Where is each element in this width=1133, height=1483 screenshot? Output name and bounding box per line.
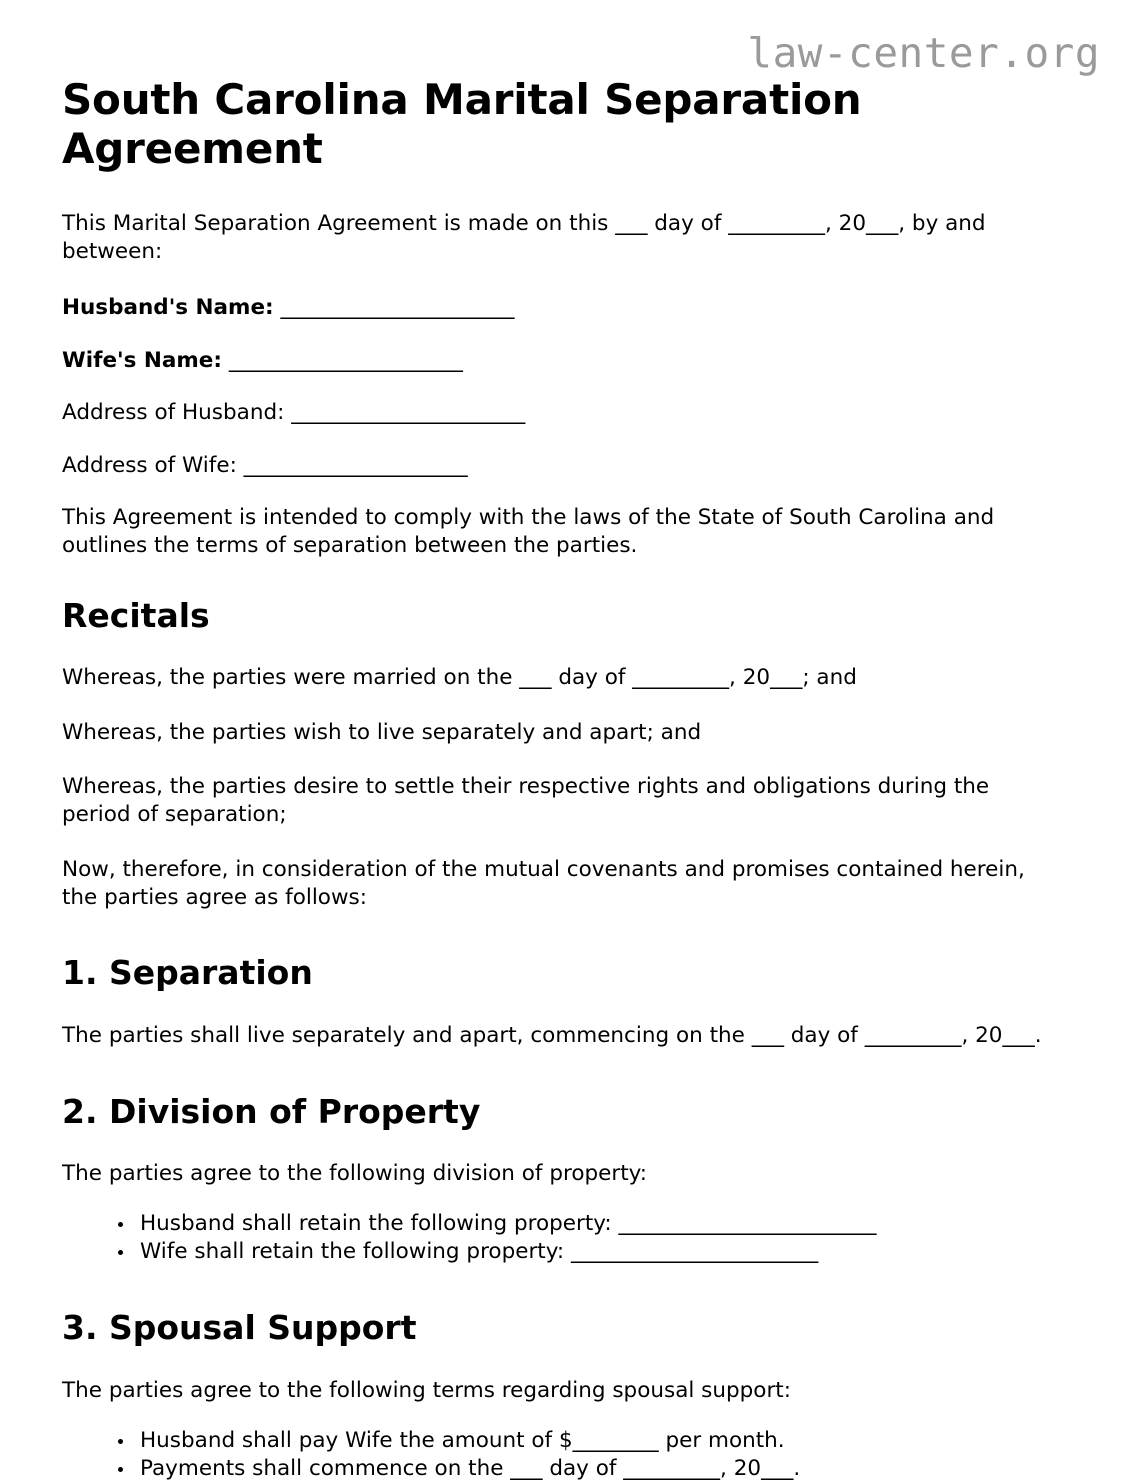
section-heading-spousal-support: 3. Spousal Support [62,1308,417,1348]
section-body-separation: The parties shall live separately and apart, commencing on the ___ day of _________, 20___. [62,1022,1042,1048]
recital-paragraph: Whereas, the parties were married on the ___ day of _________, 20___; and [62,664,857,690]
recitals-heading: Recitals [62,596,210,636]
field-husband-address [62,399,1063,427]
field-label: Wife's Name: [62,347,222,373]
site-watermark: law-center.org [747,29,1100,77]
list-item: Wife shall retain the following property: _______________________ [118,1238,1063,1266]
field-husband-name [62,294,1063,322]
property-bullet-list [62,1210,1063,1266]
list-item: Payments shall commence on the ___ day of _________, 20___. [118,1455,1063,1483]
field-label: Husband's Name: [62,294,274,320]
recital-paragraph: Now, therefore, in consideration of the mutual covenants and promises contained herein, the parties agree as follows: [62,856,1025,910]
field-wife-name [62,347,1063,375]
field-wife-address [62,452,1063,480]
field-blank[interactable]: _______________________ [228,347,463,373]
section-heading-division-of-property: 2. Division of Property [62,1091,481,1131]
field-blank[interactable]: _______________________ [280,294,514,320]
field-label: Address of Wife: [62,453,237,479]
section-body-spousal-support: The parties agree to the following terms regarding spousal support: [62,1377,791,1403]
page-title: South Carolina Marital Separation Agreement [62,75,862,173]
field-blank[interactable]: ______________________ [243,453,467,479]
spousal-support-bullet-list [62,1427,1063,1483]
list-item: Husband shall pay Wife the amount of $________ per month. [118,1427,1063,1455]
section-heading-separation: 1. Separation [62,953,313,993]
compliance-paragraph: This Agreement is intended to comply with the laws of the State of South Carolina and outlines the terms of separation between the parties. [62,504,995,558]
intro-paragraph: This Marital Separation Agreement is made on this ___ day of _________, 20___, by and between: [62,211,986,265]
list-item: Husband shall retain the following property: ________________________ [118,1210,1063,1238]
field-blank[interactable]: _______________________ [291,400,525,426]
recital-paragraph: Whereas, the parties wish to live separately and apart; and [62,719,702,745]
recital-paragraph: Whereas, the parties desire to settle their respective rights and obligations during the period of separation; [62,774,990,828]
field-label: Address of Husband: [62,400,285,426]
section-body-division-of-property: The parties agree to the following division of property: [62,1161,648,1187]
